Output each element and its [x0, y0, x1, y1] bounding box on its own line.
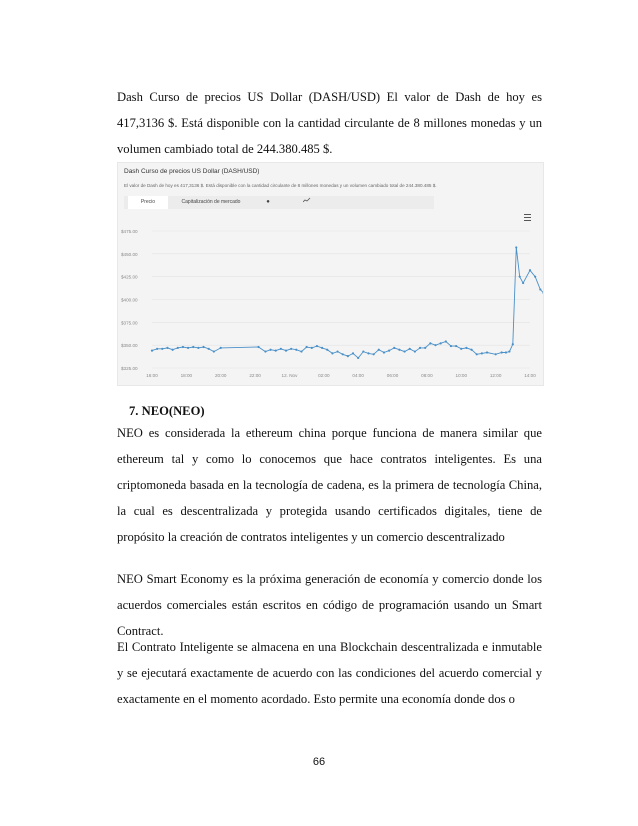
data-point: [202, 346, 204, 348]
data-point: [512, 343, 514, 345]
data-point: [398, 349, 400, 351]
data-point: [383, 351, 385, 353]
data-point: [388, 350, 390, 352]
menu-icon[interactable]: [524, 214, 531, 223]
data-point: [450, 345, 452, 347]
series-line: [152, 247, 543, 358]
data-point: [311, 347, 313, 349]
data-point: [331, 352, 333, 354]
data-point: [486, 351, 488, 353]
data-point: [321, 347, 323, 349]
data-point: [182, 346, 184, 348]
data-point: [285, 350, 287, 352]
data-point: [300, 350, 302, 352]
data-point: [280, 348, 282, 350]
x-tick-label: 08:00: [421, 373, 433, 378]
x-tick-label: 20:00: [214, 373, 227, 378]
x-tick-label: 12:00: [489, 373, 502, 378]
data-point: [373, 353, 375, 355]
data-point: [161, 348, 163, 350]
data-point: [476, 353, 478, 355]
x-tick-label: 16:00: [146, 373, 158, 378]
data-point: [357, 357, 359, 359]
x-tick-label: 22:00: [249, 373, 261, 378]
neo-paragraph-1: NEO es considerada la ethereum china porque funciona de manera similar que ethereum tal y como lo conocemos que hace contratos inteligentes. Es una criptomoneda basada en la tecnología de cadena, es la primera de tecnología China, la cual es descentralizada y protegida usando certificados digitales, tiene de propósito la creación de contratos inteligentes y un comercio descentralizado: [117, 426, 542, 544]
x-tick-label: 02:00: [318, 373, 330, 378]
line-chart-icon[interactable]: [296, 196, 318, 209]
data-point: [367, 352, 369, 354]
data-point: [326, 349, 328, 351]
x-tick-label: 12. Nov: [281, 373, 298, 378]
chart-tab-bar: [124, 196, 434, 209]
data-point: [177, 347, 179, 349]
y-tick-label: $350.00: [121, 343, 138, 349]
data-point: [306, 346, 308, 348]
y-tick-label: $400.00: [121, 297, 138, 303]
data-point: [187, 347, 189, 349]
neo-paragraph-2: NEO Smart Economy es la próxima generación de economía y comercio donde los acuerdos comerciales están escritos en código de programación usando un Smart Contract.: [117, 572, 542, 638]
data-point: [347, 355, 349, 357]
data-point: [172, 349, 174, 351]
data-point: [539, 288, 541, 290]
data-point: [208, 348, 210, 350]
data-point: [316, 345, 318, 347]
neo-paragraph-3: El Contrato Inteligente se almacena en una Blockchain descentralizada e inmutable y se ejecutará exactamente de acuerdo con las condiciones del acuerdo comercial y exactamente en el momento acordado. Esto permite una economía donde dos o: [117, 640, 542, 706]
data-point: [534, 276, 536, 278]
data-point: [501, 351, 503, 353]
y-tick-label: $450.00: [121, 251, 138, 257]
data-point: [481, 352, 483, 354]
data-point: [295, 349, 297, 351]
data-point: [213, 350, 215, 352]
data-point: [269, 349, 271, 351]
data-point: [460, 348, 462, 350]
data-point: [529, 269, 531, 271]
data-point: [495, 353, 497, 355]
data-point: [434, 344, 436, 346]
data-point: [220, 347, 222, 349]
figure-title: Dash Curso de precios US Dollar (DASH/USD): [124, 168, 260, 175]
data-point: [508, 350, 510, 352]
data-point: [352, 352, 354, 354]
data-point: [470, 349, 472, 351]
data-point: [362, 350, 364, 352]
data-point: [336, 350, 338, 352]
data-point: [393, 347, 395, 349]
data-point: [440, 342, 442, 344]
data-point: [429, 342, 431, 344]
data-point: [290, 348, 292, 350]
dash-intro-paragraph: Dash Curso de precios US Dollar (DASH/USD) El valor de Dash de hoy es 417,3136 $. Está disponible con la cantidad circulante de 8 millones monedas y un volumen cambiado total de 244.380.485 $.: [117, 90, 542, 156]
data-point: [151, 350, 153, 352]
section-heading-neo: 7. NEO(NEO): [129, 404, 205, 418]
data-point: [455, 345, 457, 347]
x-tick-label: 14:00: [524, 373, 536, 378]
data-point: [465, 347, 467, 349]
data-point: [505, 351, 507, 353]
dash-price-chart-figure: [117, 162, 544, 386]
page-number: 66: [312, 756, 326, 768]
x-tick-label: 10:00: [455, 373, 468, 378]
data-point: [409, 348, 411, 350]
x-tick-label: 06:00: [386, 373, 399, 378]
data-point: [519, 276, 521, 278]
y-tick-label: $425.00: [121, 274, 138, 280]
data-point: [192, 346, 194, 348]
data-point: [257, 346, 259, 348]
y-tick-label: $475.00: [121, 229, 138, 234]
data-point: [197, 347, 199, 349]
data-point: [264, 350, 266, 352]
data-point: [419, 347, 421, 349]
data-point: [275, 350, 277, 352]
data-point: [522, 282, 524, 284]
data-point: [515, 246, 517, 248]
price-line-chart: [118, 223, 543, 381]
y-tick-label: $325.00: [121, 366, 138, 371]
x-tick-label: 04:00: [352, 373, 364, 378]
data-point: [424, 347, 426, 349]
y-tick-label: $375.00: [121, 320, 138, 326]
data-point: [403, 350, 405, 352]
tab-precio[interactable]: Precio: [128, 196, 168, 209]
data-point: [378, 349, 380, 351]
x-tick-label: 18:00: [180, 373, 193, 378]
data-point: [445, 340, 447, 342]
figure-subtitle: El valor de Dash de hoy es 417,3136 $. Está disponible con la cantidad circulante de 8 millones monedas y un volumen cambiado total de 244.380.485 $.: [124, 183, 437, 188]
dot-icon[interactable]: ●: [266, 199, 270, 205]
data-point: [342, 353, 344, 355]
tab-capitalizacion[interactable]: Capitalización de mercado: [181, 199, 241, 205]
data-point: [166, 347, 168, 349]
data-point: [156, 348, 158, 350]
data-point: [414, 350, 416, 352]
